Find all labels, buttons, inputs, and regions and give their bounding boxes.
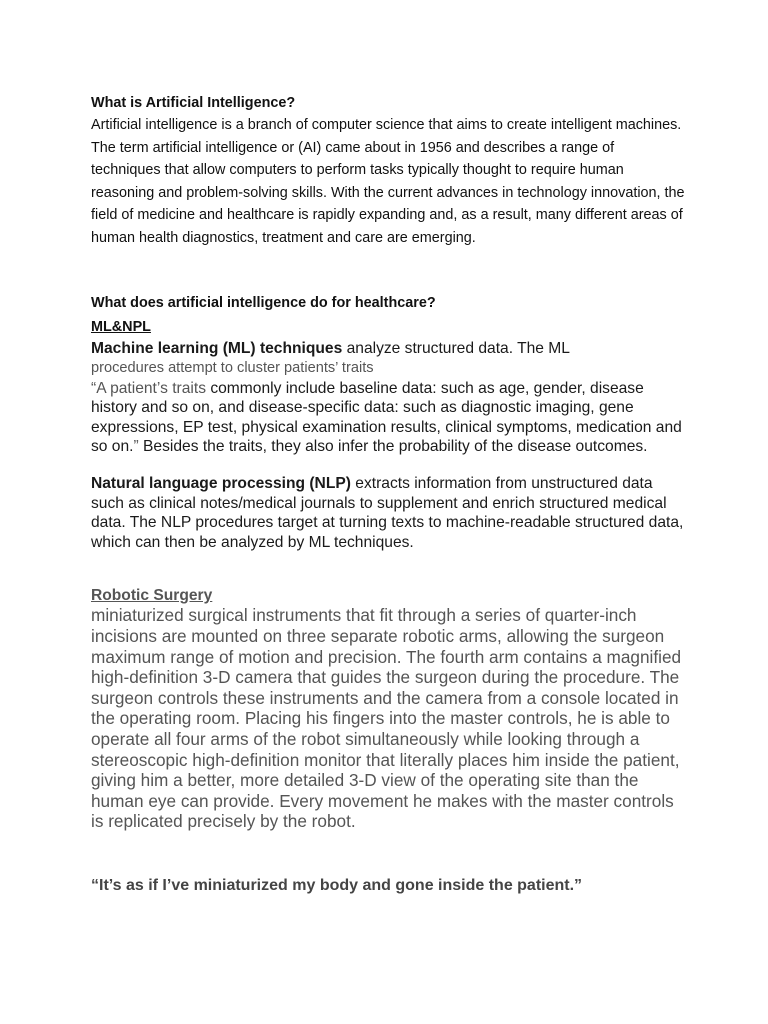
section-what-is-ai <box>91 92 687 250</box>
paragraph-robotic-surgery: miniaturized surgical instruments that fit through a series of quarter-inch incisions are mounted on three separate robotic arms, allowing the surgeon maximum range of motion and precision. The fourth arm contains a magnified high-definition 3-D camera that guides the surgeon during the procedure. The surgeon controls these instruments and the camera from a console located in the operating room. Placing his fingers into the master controls, he is able to operate all four arms of the robot simultaneously while looking through a stereoscopic high-definition monitor that literally places him inside the patient, giving him a better, more detailed 3-D view of the operating site than the human eye can provide. Every movement he makes with the master controls is replicated precisely by the robot. <box>91 605 682 832</box>
section-ai-healthcare <box>91 292 687 552</box>
paragraph-machine-learning <box>91 339 687 456</box>
nlp-text: extracts information from unstructured data such as clinical notes/medical journals to supplement and enrich structured medical data. The NLP procedures target at turning texts to machine-readable structured data, which can then be analyzed by ML techniques. <box>91 475 684 551</box>
term-nlp: Natural language processing (NLP) <box>91 475 351 493</box>
heading-ai-healthcare: What does artificial intelligence do for healthcare? <box>91 295 436 311</box>
section-robotic-surgery <box>91 586 687 832</box>
term-machine-learning: Machine learning (ML) techniques <box>91 340 343 357</box>
ml-text-1: analyze structured data. The ML <box>342 340 570 357</box>
surgeon-quote: “It’s as if I’ve miniaturized my body and gone inside the patient.” <box>91 877 583 894</box>
ml-text-4: commonly include baseline data: such as age, gender, disease history and so on, and disease-specific data: such as diagnostic imaging, gene expressions, EP test, physical examination results, clinical symptoms, medication and so on. <box>91 379 682 456</box>
heading-what-is-ai: What is Artificial Intelligence? <box>91 95 296 111</box>
paragraph-ai-definition: Artificial intelligence is a branch of computer science that aims to create intelligent machines. The term artificial intelligence or (AI) came about in 1956 and describes a range of techniques that allow computers to perform tasks typically thought to require human reasoning and problem-solving skills. With the current advances in technology innovation, the field of medicine and healthcare is rapidly expanding and, as a result, many different areas of human health diagnostics, treatment and care are emerging. <box>91 117 685 246</box>
ml-text-5: ” <box>133 438 139 456</box>
ml-text-2: procedures attempt to cluster patients’ traits <box>91 360 374 377</box>
ml-text-6: Besides the traits, they also infer the probability of the disease outcomes. <box>138 438 648 456</box>
heading-robotic-surgery: Robotic Surgery <box>91 587 213 604</box>
ml-text-3: “A patient’s traits <box>91 379 206 397</box>
subheading-ml-npl: ML&NPL <box>91 319 151 335</box>
paragraph-nlp <box>91 474 687 552</box>
quote-block <box>91 877 687 895</box>
